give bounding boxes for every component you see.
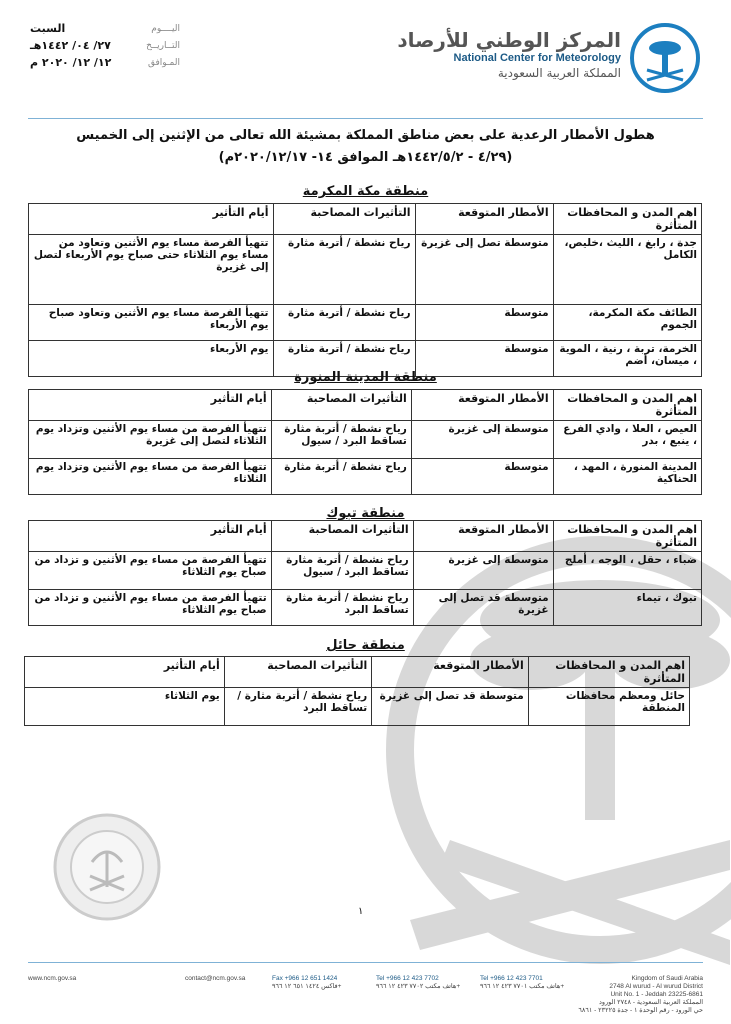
footer-divider bbox=[28, 962, 703, 963]
table-cell: متوسطة تصل إلى غزيرة bbox=[415, 235, 553, 305]
footer-fax-ar: فاكس ١٤٢٤ ٦٥١ ١٢ ٩٦٦+ bbox=[272, 983, 342, 990]
footer-fax bbox=[272, 975, 341, 991]
official-stamp bbox=[52, 812, 162, 922]
gregorian-date-label: المـوافق bbox=[147, 57, 180, 68]
table-cell: حائل ومعظم محافظات المنطقة bbox=[528, 688, 689, 726]
table-cell: يوم الثلاثاء bbox=[25, 688, 225, 726]
date-box bbox=[30, 20, 180, 71]
column-header: اهم المدن و المحافظات المتأثرة bbox=[553, 521, 701, 552]
table-cell: تبوك ، تيماء bbox=[553, 590, 701, 626]
column-header: التأثيرات المصاحبة bbox=[273, 204, 415, 235]
table-cell: تتهيأ الفرصة من مساء يوم الأثنين وتزداد يوم الثلاثاء لتصل إلى غزيرة bbox=[29, 421, 272, 459]
table-cell: رياح نشطة / أتربة مثارة bbox=[273, 341, 415, 377]
table-header-row bbox=[29, 390, 702, 421]
table-cell: تتهيأ الفرصة مساء يوم الأثنين وتعاود صباح يوم الأربعاء bbox=[29, 305, 274, 341]
footer-tel-1-en: Tel +966 12 423 7702 bbox=[376, 975, 439, 982]
footer-website[interactable]: www.ncm.gov.sa bbox=[28, 975, 77, 982]
table-row bbox=[25, 688, 690, 726]
page-number: ١ bbox=[358, 906, 364, 917]
column-header: اهم المدن و المحافظات المتأثرة bbox=[553, 204, 701, 235]
footer-address bbox=[578, 975, 703, 1015]
column-header: الأمطار المتوقعة bbox=[411, 390, 553, 421]
footer-tel-2 bbox=[480, 975, 564, 991]
table-cell: رياح نشطة / أتربة مثارة تساقط البرد / سيول bbox=[271, 552, 413, 590]
table-cell: رياح نشطة / أتربة مثارة bbox=[273, 305, 415, 341]
table-cell: ضباء ، حقل ، الوجه ، أملج bbox=[553, 552, 701, 590]
column-header: التأثيرات المصاحبة bbox=[271, 390, 411, 421]
table-cell: متوسطة bbox=[411, 459, 553, 495]
table-cell: تتهيأ الفرصة من مساء يوم الأثنين و تزداد من صباح يوم الثلاثاء bbox=[29, 590, 272, 626]
table-header-row bbox=[25, 657, 690, 688]
table-row bbox=[29, 421, 702, 459]
table-cell: تتهيأ الفرصة من مساء يوم الأثنين و تزداد من صباح يوم الثلاثاء bbox=[29, 552, 272, 590]
country-name: المملكة العربية السعودية bbox=[497, 66, 621, 80]
column-header: أيام التأثير bbox=[29, 521, 272, 552]
column-header: أيام التأثير bbox=[25, 657, 225, 688]
table-cell: متوسطة قد تصل إلى غزيرة bbox=[413, 590, 553, 626]
table-cell: متوسطة إلى غزيرة bbox=[411, 421, 553, 459]
table-cell: متوسطة إلى غزيرة bbox=[413, 552, 553, 590]
footer-tel-2-en: Tel +966 12 423 7701 bbox=[480, 975, 543, 982]
ncm-logo-icon bbox=[629, 22, 701, 94]
region-table bbox=[24, 656, 690, 726]
table-cell: متوسطة قد تصل إلى غزيرة bbox=[372, 688, 529, 726]
table-cell: رياح نشطة / أتربة مثارة bbox=[273, 235, 415, 305]
table-cell: الخرمة، تربة ، رنية ، الموية ، ميسان، أضم bbox=[553, 341, 701, 377]
column-header: أيام التأثير bbox=[29, 390, 272, 421]
column-header: الأمطار المتوقعة bbox=[413, 521, 553, 552]
document-title: هطول الأمطار الرعدية على بعض مناطق المملكة بمشيئة الله تعالى من الإثنين إلى الخميس bbox=[76, 128, 655, 143]
footer-address-line: 2748 Al wurud - Al wurud District bbox=[609, 983, 703, 990]
table-cell: تتهيأ الفرصة مساء يوم الأثنين وتعاود من مساء يوم الثلاثاء حتى صباح يوم الأربعاء لتصل إلى غزيرة bbox=[29, 235, 274, 305]
column-header: الأمطار المتوقعة bbox=[415, 204, 553, 235]
table-cell: رياح نشطة / أتربة مثارة bbox=[271, 459, 411, 495]
region-title: منطقة مكة المكرمة bbox=[302, 184, 429, 199]
table-cell: رياح نشطة / أتربة مثارة / تساقط البرد bbox=[224, 688, 371, 726]
footer-email[interactable]: contact@ncm.gov.sa bbox=[185, 975, 246, 982]
document-date-range: (٤/٢٩ - ١٤٤٢/٥/٢هـ الموافق ١٤- ٢٠٢٠/١٢/١٧م) bbox=[218, 150, 513, 165]
footer-address-line: حي الورود - رقم الوحدة ١ - جدة ٢٣٢٢٥ - ٦٨٦١ bbox=[578, 1007, 703, 1014]
footer-address-line: Kingdom of Saudi Arabia bbox=[631, 975, 703, 982]
table-cell: رياح نشطة / أتربة مثارة تساقط البرد / سيول bbox=[271, 421, 411, 459]
table-row bbox=[29, 235, 702, 305]
org-name-english: National Center for Meteorology bbox=[453, 52, 621, 64]
table-header-row bbox=[29, 204, 702, 235]
region-title: منطقة حائل bbox=[326, 638, 405, 653]
table-cell: متوسطة bbox=[415, 305, 553, 341]
table-row bbox=[29, 305, 702, 341]
footer-tel-1 bbox=[376, 975, 460, 991]
footer-tel-2-ar: هاتف مكتب ٧٧٠١ ٤٢٣ ١٢ ٩٦٦+ bbox=[480, 983, 565, 990]
table-row bbox=[29, 459, 702, 495]
region-title: منطقة المدينة المنورة bbox=[294, 370, 437, 385]
day-label: اليــــوم bbox=[151, 23, 180, 34]
column-header: اهم المدن و المحافظات المتأثرة bbox=[553, 390, 701, 421]
region-title: منطقة تبوك bbox=[326, 506, 405, 521]
table-cell: متوسطة bbox=[415, 341, 553, 377]
table-header-row bbox=[29, 521, 702, 552]
column-header: التأثيرات المصاحبة bbox=[224, 657, 371, 688]
footer-fax-en: Fax +966 12 651 1424 bbox=[272, 975, 338, 982]
hijri-date: ٢٧/ ٠٤/ ١٤٤٢هـ bbox=[30, 39, 111, 52]
column-header: أيام التأثير bbox=[29, 204, 274, 235]
table-cell: جدة ، رابغ ، الليث ،خليص، الكامل bbox=[553, 235, 701, 305]
region-table bbox=[28, 389, 702, 495]
footer-tel-1-ar: هاتف مكتب ٧٧٠٢ ٤٢٣ ١٢ ٩٦٦+ bbox=[376, 983, 461, 990]
org-name-arabic: المركز الوطني للأرصاد bbox=[397, 28, 621, 52]
column-header: الأمطار المتوقعة bbox=[372, 657, 529, 688]
footer-address-line: Unit No. 1 - Jeddah 23225-6861 bbox=[610, 991, 703, 998]
table-cell: المدينة المنورة ، المهد ، الحناكية bbox=[553, 459, 701, 495]
table-row bbox=[29, 552, 702, 590]
region-table bbox=[28, 203, 702, 377]
column-header: اهم المدن و المحافظات المتأثرة bbox=[528, 657, 689, 688]
header-divider bbox=[28, 118, 703, 119]
table-cell: رياح نشطة / أتربة مثارة تساقط البرد bbox=[271, 590, 413, 626]
gregorian-date: ١٢/ ١٢/ ٢٠٢٠ م bbox=[30, 56, 112, 69]
table-row bbox=[29, 590, 702, 626]
day-value: السبت bbox=[30, 22, 66, 35]
table-cell: الطائف مكة المكرمة، الجموم bbox=[553, 305, 701, 341]
column-header: التأثيرات المصاحبة bbox=[271, 521, 413, 552]
region-table bbox=[28, 520, 702, 626]
table-cell: يوم الأربعاء bbox=[29, 341, 274, 377]
table-cell: تتهيأ الفرصة من مساء يوم الأثنين وتزداد يوم الثلاثاء bbox=[29, 459, 272, 495]
hijri-date-label: التــاريــخ bbox=[146, 40, 180, 51]
footer-address-line: المملكة العربية السعودية - ٢٧٤٨ الورود bbox=[598, 999, 703, 1006]
table-cell: العيص ، العلا ، وادي الفرع ، ينبع ، بدر bbox=[553, 421, 701, 459]
